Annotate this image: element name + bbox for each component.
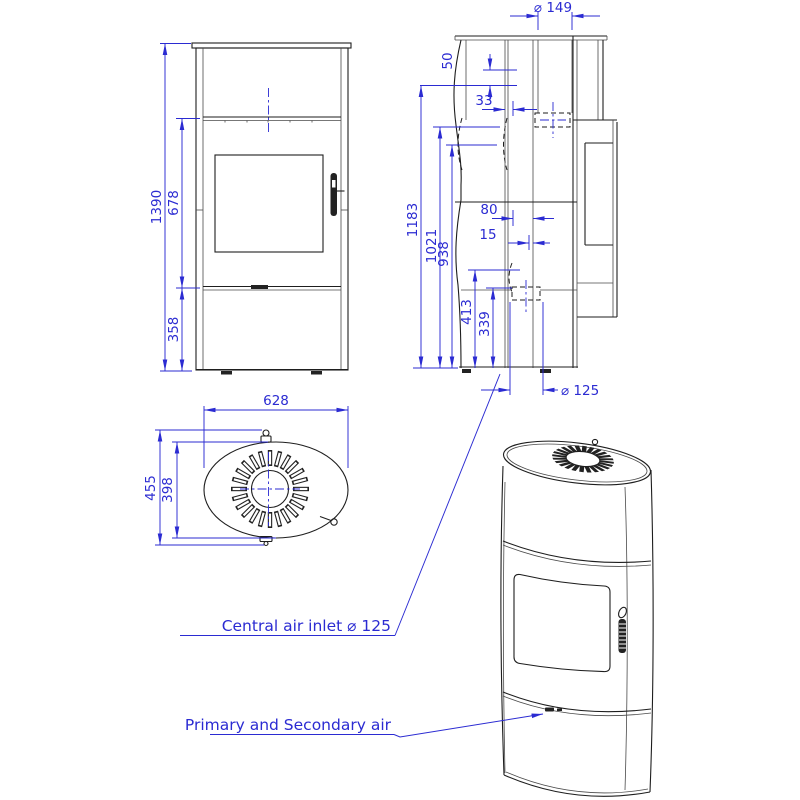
dim-1390-label: 1390 — [149, 189, 165, 225]
3d-top-plate — [505, 438, 649, 489]
dim-50-label: 50 — [440, 52, 456, 70]
side-view-dimensions — [405, 0, 600, 399]
dim-938-label: 938 — [436, 241, 452, 267]
central-air-inlet-leader — [395, 374, 500, 636]
dim-air-inlet-diameter-label: ⌀ 125 — [561, 383, 600, 399]
3d-lower-divider — [503, 692, 651, 712]
primary-secondary-air-leader — [394, 714, 543, 737]
dim-413-label: 413 — [459, 299, 475, 325]
top-body-ellipse — [204, 442, 348, 538]
front-view — [192, 43, 351, 375]
3d-right-edge — [650, 470, 653, 792]
central-air-inlet-label: Central air inlet ⌀ 125 — [221, 617, 391, 635]
front-view-dimensions — [149, 44, 200, 372]
dim-455-label: 455 — [143, 475, 159, 501]
front-foot-left — [221, 371, 232, 375]
top-knob-front — [261, 430, 271, 442]
3d-knob — [592, 439, 597, 444]
dim-678-label: 678 — [166, 190, 182, 216]
callouts — [180, 374, 543, 737]
dim-358-label: 358 — [166, 316, 182, 343]
front-top-plate — [192, 43, 351, 48]
front-body-outline — [196, 48, 348, 370]
primary-secondary-air-label: Primary and Secondary air — [184, 716, 391, 734]
3d-top-rim — [501, 434, 653, 492]
dim-628-label: 628 — [263, 393, 289, 409]
3d-air-latch — [545, 708, 554, 712]
3d-upper-divider — [503, 541, 651, 562]
front-ash-latch — [251, 285, 268, 289]
top-view — [204, 430, 348, 546]
3d-base-edge — [504, 775, 650, 796]
front-door-handle — [331, 173, 345, 216]
3d-door-window — [514, 574, 610, 671]
front-door-window — [215, 155, 323, 252]
top-view-dimensions — [143, 393, 348, 545]
side-rear-assembly — [573, 40, 617, 317]
dim-1183-label: 1183 — [405, 202, 421, 238]
dim-339-label: 339 — [477, 311, 493, 337]
dim-398-label: 398 — [160, 477, 176, 503]
3d-door-handle — [617, 606, 628, 653]
dim-flue-diameter-label: ⌀ 149 — [533, 0, 573, 16]
dim-80-label: 80 — [480, 202, 498, 218]
front-foot-right — [311, 371, 322, 375]
dim-33-label: 33 — [475, 93, 493, 109]
perspective-view — [501, 434, 653, 796]
dim-1021-label: 1021 — [424, 228, 440, 264]
dim-15-label: 15 — [479, 227, 497, 243]
